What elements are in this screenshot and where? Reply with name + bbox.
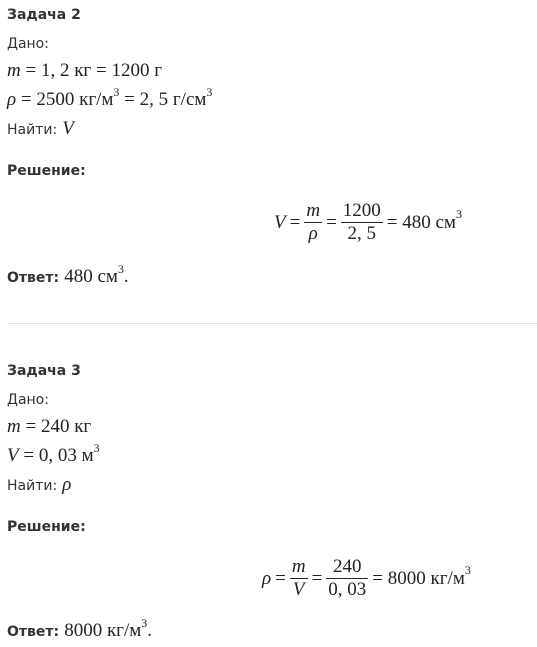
task3-find [7, 474, 71, 496]
task3-find-var: ρ [62, 474, 72, 495]
task2-formula: V = $\frac{m}{\rho}$ = $\frac{1200}{2, 5}$ = 480 $см^3$ [274, 200, 462, 244]
task2-given-mass: m = 1, 2 кг = 1200 г [7, 60, 162, 81]
task3-given-volume: V = 0, 03 $м^3$ [7, 440, 100, 466]
formula-lhs: V [274, 211, 286, 233]
fraction-values [326, 556, 368, 601]
formula-result: 480 см [402, 211, 456, 233]
fraction-numerator: m [306, 200, 321, 221]
task3-answer-value: 8000 кг/м [64, 620, 142, 641]
task2-answer-value: 480 см [64, 266, 118, 287]
task3-answer-label: Ответ: [7, 624, 60, 640]
task2-title: Задача 2 [7, 7, 81, 23]
fraction-numerator: 1200 [342, 200, 381, 221]
formula-lhs: ρ [262, 567, 272, 589]
task2-answer: Ответ: 480 $см^3$. [7, 261, 129, 287]
formula-result: 8000 кг/м [387, 567, 465, 589]
task2-given-label: Дано: [7, 36, 49, 52]
task3-given-mass: m = 240 кг [7, 416, 92, 437]
task2-given-density: ρ = 2500 $кг/м^3 = 2$, 5 $г/см^3$ [7, 84, 213, 110]
task3-answer: Ответ: 8000 $кг/м^3$. [7, 615, 153, 641]
task3-given-label: Дано: [7, 392, 49, 408]
fraction-denominator: 0, 03 [328, 579, 367, 600]
section-divider [7, 323, 537, 324]
fraction-numerator: 240 [326, 556, 368, 579]
task3-formula: ρ = $\frac{m}{V}$ = $\frac{240}{0, 03}$ = 8000 $кг/м^3$ [262, 556, 471, 600]
fraction-denominator: ρ [308, 223, 318, 244]
fraction-numerator: m [291, 556, 306, 577]
task2-solution-label: Решение: [7, 163, 86, 179]
fraction-values [341, 200, 383, 245]
task2-find [7, 118, 74, 140]
fraction-m-over-rho [304, 200, 322, 245]
task2-find-label: Найти: [7, 122, 58, 138]
fraction-denominator: 2, 5 [347, 223, 377, 244]
task2-density-g: = 2, 5 г/см [124, 89, 207, 110]
fraction-denominator: V [292, 579, 305, 600]
task3-solution-label: Решение: [7, 519, 86, 535]
fraction-m-over-v [290, 556, 308, 601]
task3-volume-value: 0, 03 м [38, 445, 94, 466]
task3-mass-value: 240 кг [40, 416, 92, 437]
task3-title: Задача 3 [7, 363, 81, 379]
task3-find-label: Найти: [7, 478, 58, 494]
task2-density-kg: 2500 кг/м [36, 89, 114, 110]
task2-mass-value: 1, 2 кг = 1200 г [40, 60, 162, 81]
task2-find-var: V [62, 118, 74, 139]
task2-answer-label: Ответ: [7, 270, 60, 286]
